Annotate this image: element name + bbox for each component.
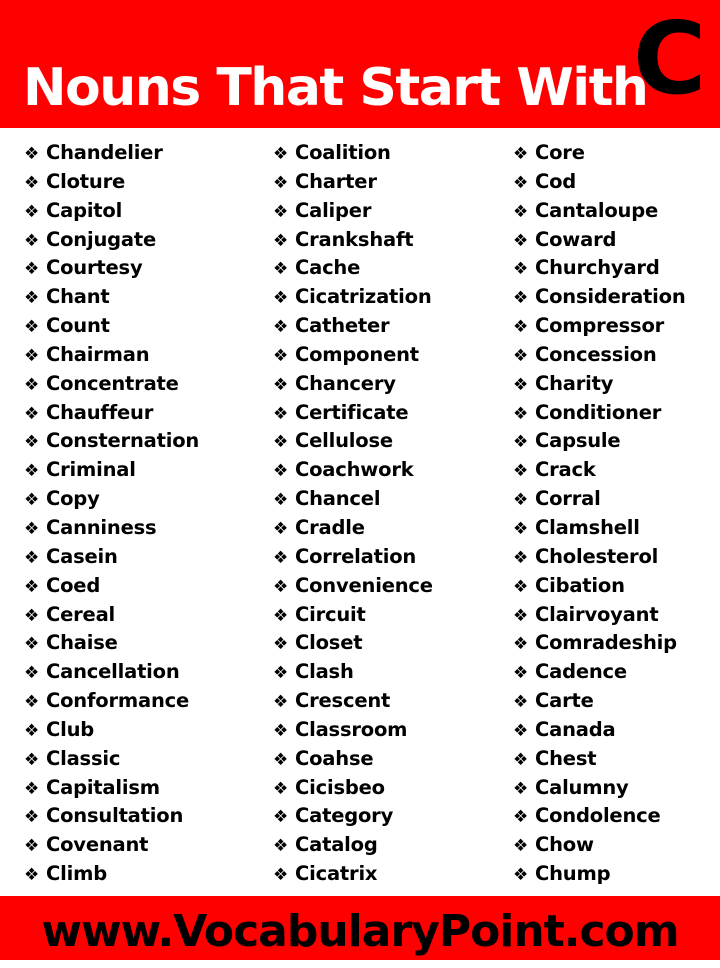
diamond-bullet-icon: ❖	[273, 605, 289, 626]
word-label: Chandelier	[46, 141, 163, 164]
diamond-bullet-icon: ❖	[24, 807, 40, 828]
diamond-bullet-icon: ❖	[273, 720, 289, 741]
list-item	[24, 514, 264, 543]
diamond-bullet-icon: ❖	[273, 374, 289, 395]
list-item	[513, 601, 720, 630]
word-label: Capitalism	[46, 775, 160, 799]
diamond-bullet-icon: ❖	[513, 663, 529, 684]
list-item	[513, 341, 720, 370]
word-label: Crankshaft	[295, 227, 414, 251]
list-item	[273, 226, 513, 255]
list-item	[273, 197, 513, 226]
diamond-bullet-icon: ❖	[513, 144, 529, 164]
list-item	[513, 802, 720, 831]
word-label: Chump	[535, 862, 611, 886]
diamond-bullet-icon: ❖	[513, 288, 529, 309]
word-label: Closet	[295, 631, 363, 655]
diamond-bullet-icon: ❖	[24, 259, 40, 280]
list-item	[24, 456, 264, 485]
list-item	[513, 254, 720, 283]
diamond-bullet-icon: ❖	[273, 259, 289, 280]
list-item	[24, 831, 264, 860]
list-item	[273, 139, 513, 168]
word-label: Category	[295, 804, 394, 828]
word-label: Cadence	[535, 660, 627, 684]
diamond-bullet-icon: ❖	[24, 865, 40, 886]
word-label: Cellulose	[295, 429, 393, 453]
word-label: Cod	[535, 169, 577, 193]
diamond-bullet-icon: ❖	[513, 374, 529, 395]
list-item	[513, 745, 720, 774]
diamond-bullet-icon: ❖	[24, 605, 40, 626]
diamond-bullet-icon: ❖	[513, 259, 529, 280]
word-label: Concentrate	[46, 371, 179, 395]
list-item	[24, 283, 264, 312]
diamond-bullet-icon: ❖	[513, 432, 529, 453]
list-item	[513, 658, 720, 687]
list-item	[273, 716, 513, 745]
list-item	[24, 572, 264, 601]
word-label: Churchyard	[535, 256, 660, 280]
list-item	[513, 514, 720, 543]
word-label: Condolence	[535, 804, 661, 828]
word-label: Cradle	[295, 515, 365, 539]
diamond-bullet-icon: ❖	[273, 432, 289, 453]
word-label: Canada	[535, 717, 616, 741]
list-item	[513, 687, 720, 716]
diamond-bullet-icon: ❖	[513, 230, 529, 251]
diamond-bullet-icon: ❖	[24, 836, 40, 857]
word-label: Conditioner	[535, 400, 662, 424]
word-label: Covenant	[46, 833, 149, 857]
diamond-bullet-icon: ❖	[513, 865, 529, 886]
list-item	[24, 687, 264, 716]
list-item	[24, 543, 264, 572]
word-label: Conformance	[46, 689, 190, 713]
diamond-bullet-icon: ❖	[273, 403, 289, 424]
list-item	[24, 658, 264, 687]
word-label: Chaise	[46, 631, 118, 655]
list-item	[273, 658, 513, 687]
diamond-bullet-icon: ❖	[513, 461, 529, 482]
diamond-bullet-icon: ❖	[24, 518, 40, 539]
diamond-bullet-icon: ❖	[24, 634, 40, 655]
list-item	[24, 860, 264, 889]
list-item	[24, 168, 264, 197]
list-item	[513, 139, 720, 168]
word-label: Cantaloupe	[535, 198, 658, 222]
diamond-bullet-icon: ❖	[273, 518, 289, 539]
diamond-bullet-icon: ❖	[273, 865, 289, 886]
list-item	[24, 485, 264, 514]
word-label: Concession	[535, 342, 657, 366]
list-item	[273, 687, 513, 716]
diamond-bullet-icon: ❖	[24, 576, 40, 597]
diamond-bullet-icon: ❖	[24, 374, 40, 395]
diamond-bullet-icon: ❖	[24, 172, 40, 193]
diamond-bullet-icon: ❖	[24, 403, 40, 424]
word-label: Copy	[46, 487, 100, 511]
word-label: Canniness	[46, 515, 157, 539]
diamond-bullet-icon: ❖	[273, 692, 289, 713]
list-item	[24, 226, 264, 255]
diamond-bullet-icon: ❖	[513, 720, 529, 741]
list-item	[273, 427, 513, 456]
diamond-bullet-icon: ❖	[24, 720, 40, 741]
word-label: Comradeship	[535, 631, 677, 655]
diamond-bullet-icon: ❖	[24, 432, 40, 453]
website-url: www.VocabularyPoint.com	[41, 906, 679, 957]
list-item	[513, 283, 720, 312]
word-label: Coward	[535, 227, 617, 251]
list-item	[24, 774, 264, 803]
list-item	[513, 572, 720, 601]
diamond-bullet-icon: ❖	[273, 288, 289, 309]
list-item	[24, 370, 264, 399]
word-label: Chest	[535, 746, 597, 770]
list-item	[273, 601, 513, 630]
list-item	[273, 572, 513, 601]
diamond-bullet-icon: ❖	[24, 288, 40, 309]
word-label: Casein	[46, 544, 118, 568]
list-item	[273, 283, 513, 312]
page-title: Nouns That Start With	[23, 58, 648, 118]
diamond-bullet-icon: ❖	[513, 172, 529, 193]
word-label: Cicisbeo	[295, 775, 385, 799]
diamond-bullet-icon: ❖	[24, 317, 40, 338]
diamond-bullet-icon: ❖	[24, 749, 40, 770]
list-item	[513, 197, 720, 226]
list-item	[513, 485, 720, 514]
list-item	[24, 601, 264, 630]
list-item	[513, 543, 720, 572]
diamond-bullet-icon: ❖	[513, 807, 529, 828]
list-item	[513, 370, 720, 399]
word-label: Chow	[535, 833, 594, 857]
list-item	[513, 831, 720, 860]
list-item	[273, 514, 513, 543]
word-column-3	[513, 139, 720, 889]
diamond-bullet-icon: ❖	[513, 490, 529, 511]
word-label: Corral	[535, 487, 601, 511]
list-item	[513, 312, 720, 341]
header-banner	[0, 0, 720, 128]
list-item	[273, 312, 513, 341]
list-item	[273, 774, 513, 803]
diamond-bullet-icon: ❖	[273, 778, 289, 799]
list-item	[24, 802, 264, 831]
diamond-bullet-icon: ❖	[24, 144, 40, 164]
word-label: Cloture	[46, 169, 126, 193]
word-label: Coahse	[295, 746, 374, 770]
word-label: Chancel	[295, 487, 381, 511]
word-label: Cache	[295, 256, 361, 280]
word-label: Calumny	[535, 775, 629, 799]
list-item	[24, 312, 264, 341]
list-item	[24, 427, 264, 456]
list-item	[513, 399, 720, 428]
list-item	[24, 399, 264, 428]
diamond-bullet-icon: ❖	[513, 518, 529, 539]
diamond-bullet-icon: ❖	[24, 230, 40, 251]
diamond-bullet-icon: ❖	[273, 172, 289, 193]
word-label: Cholesterol	[535, 544, 659, 568]
diamond-bullet-icon: ❖	[24, 778, 40, 799]
diamond-bullet-icon: ❖	[24, 201, 40, 222]
word-label: Cereal	[46, 602, 116, 626]
word-label: Carte	[535, 689, 594, 713]
list-item	[24, 716, 264, 745]
diamond-bullet-icon: ❖	[273, 749, 289, 770]
list-item	[513, 226, 720, 255]
word-label: Clamshell	[535, 515, 640, 539]
diamond-bullet-icon: ❖	[273, 345, 289, 366]
list-item	[24, 254, 264, 283]
diamond-bullet-icon: ❖	[513, 692, 529, 713]
word-label: Coachwork	[295, 458, 414, 482]
word-label: Clash	[295, 660, 354, 684]
word-label: Coalition	[295, 141, 391, 164]
diamond-bullet-icon: ❖	[513, 547, 529, 568]
list-item	[273, 456, 513, 485]
list-item	[24, 139, 264, 168]
diamond-bullet-icon: ❖	[513, 403, 529, 424]
diamond-bullet-icon: ❖	[24, 663, 40, 684]
word-label: Consternation	[46, 429, 200, 453]
word-list	[0, 139, 720, 889]
word-label: Compressor	[535, 314, 665, 338]
word-label: Chant	[46, 285, 110, 309]
word-label: Coed	[46, 573, 101, 597]
diamond-bullet-icon: ❖	[24, 461, 40, 482]
word-label: Correlation	[295, 544, 417, 568]
word-label: Charter	[295, 169, 377, 193]
list-item	[24, 629, 264, 658]
word-label: Chancery	[295, 371, 396, 395]
word-label: Cicatrix	[295, 862, 378, 886]
word-label: Criminal	[46, 458, 136, 482]
diamond-bullet-icon: ❖	[273, 144, 289, 164]
list-item	[273, 745, 513, 774]
list-item	[273, 629, 513, 658]
word-label: Chauffeur	[46, 400, 154, 424]
word-label: Conjugate	[46, 227, 157, 251]
list-item	[513, 456, 720, 485]
word-label: Cancellation	[46, 660, 180, 684]
list-item	[273, 341, 513, 370]
word-label: Convenience	[295, 573, 433, 597]
word-label: Consideration	[535, 285, 686, 309]
word-label: Cibation	[535, 573, 625, 597]
diamond-bullet-icon: ❖	[273, 576, 289, 597]
footer-banner	[0, 896, 720, 960]
word-label: Circuit	[295, 602, 366, 626]
list-item	[273, 831, 513, 860]
word-label: Capitol	[46, 198, 123, 222]
diamond-bullet-icon: ❖	[513, 836, 529, 857]
diamond-bullet-icon: ❖	[24, 490, 40, 511]
diamond-bullet-icon: ❖	[273, 634, 289, 655]
list-item	[24, 745, 264, 774]
word-label: Club	[46, 717, 95, 741]
list-item	[273, 485, 513, 514]
list-item	[273, 399, 513, 428]
list-item	[24, 197, 264, 226]
word-label: Charity	[535, 371, 614, 395]
list-item	[273, 860, 513, 889]
diamond-bullet-icon: ❖	[513, 778, 529, 799]
word-label: Classroom	[295, 717, 408, 741]
word-label: Catheter	[295, 314, 390, 338]
word-label: Capsule	[535, 429, 621, 453]
diamond-bullet-icon: ❖	[24, 692, 40, 713]
diamond-bullet-icon: ❖	[273, 547, 289, 568]
diamond-bullet-icon: ❖	[273, 201, 289, 222]
diamond-bullet-icon: ❖	[513, 605, 529, 626]
word-label: Chairman	[46, 342, 150, 366]
diamond-bullet-icon: ❖	[513, 576, 529, 597]
diamond-bullet-icon: ❖	[273, 461, 289, 482]
diamond-bullet-icon: ❖	[513, 201, 529, 222]
list-item	[24, 341, 264, 370]
diamond-bullet-icon: ❖	[513, 749, 529, 770]
word-label: Crescent	[295, 689, 391, 713]
word-label: Consultation	[46, 804, 184, 828]
list-item	[273, 254, 513, 283]
word-label: Cicatrization	[295, 285, 432, 309]
word-label: Crack	[535, 458, 596, 482]
list-item	[513, 427, 720, 456]
word-label: Climb	[46, 862, 107, 886]
diamond-bullet-icon: ❖	[273, 807, 289, 828]
diamond-bullet-icon: ❖	[24, 547, 40, 568]
list-item	[513, 629, 720, 658]
diamond-bullet-icon: ❖	[273, 663, 289, 684]
word-column-2	[273, 139, 513, 889]
diamond-bullet-icon: ❖	[273, 317, 289, 338]
title-letter: C	[633, 0, 707, 117]
word-label: Core	[535, 141, 585, 164]
diamond-bullet-icon: ❖	[273, 490, 289, 511]
word-label: Certificate	[295, 400, 409, 424]
word-label: Clairvoyant	[535, 602, 659, 626]
list-item	[273, 168, 513, 197]
word-label: Courtesy	[46, 256, 143, 280]
diamond-bullet-icon: ❖	[24, 345, 40, 366]
diamond-bullet-icon: ❖	[513, 634, 529, 655]
list-item	[273, 802, 513, 831]
word-label: Classic	[46, 746, 121, 770]
diamond-bullet-icon: ❖	[273, 230, 289, 251]
list-item	[513, 168, 720, 197]
word-label: Count	[46, 314, 110, 338]
diamond-bullet-icon: ❖	[273, 836, 289, 857]
list-item	[273, 370, 513, 399]
diamond-bullet-icon: ❖	[513, 317, 529, 338]
word-column-1	[24, 139, 264, 889]
list-item	[513, 860, 720, 889]
word-label: Component	[295, 342, 419, 366]
list-item	[273, 543, 513, 572]
word-label: Catalog	[295, 833, 378, 857]
word-label: Caliper	[295, 198, 372, 222]
diamond-bullet-icon: ❖	[513, 345, 529, 366]
list-item	[513, 774, 720, 803]
list-item	[513, 716, 720, 745]
